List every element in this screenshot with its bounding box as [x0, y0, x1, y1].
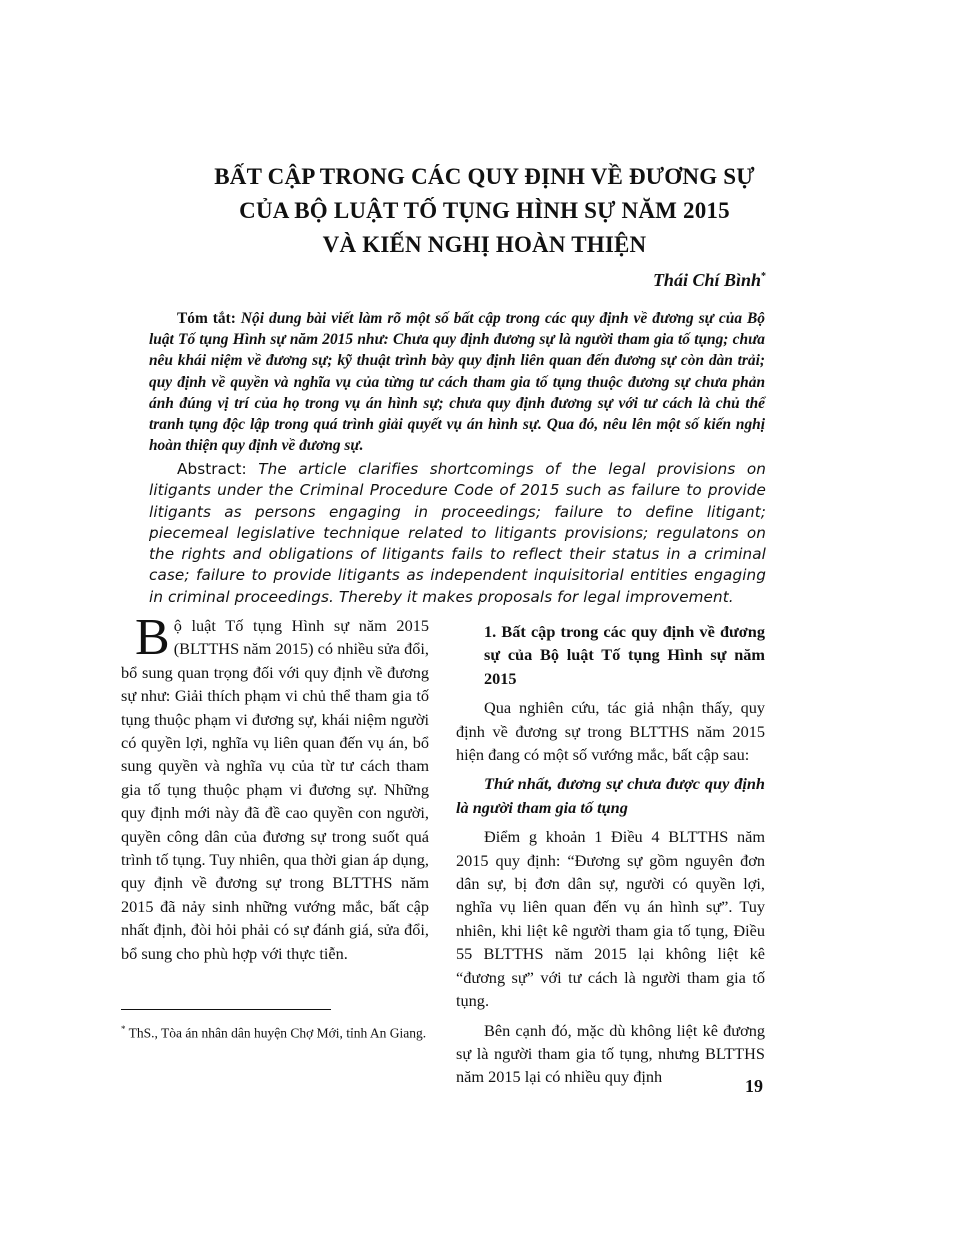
footnote [121, 1020, 429, 1043]
left-column [121, 609, 429, 965]
footnote-divider [121, 1009, 331, 1010]
article-title [120, 160, 849, 262]
subheading: Thứ nhất, đương sự chưa được quy định là người tham gia tố tụng [456, 774, 765, 817]
footnote-text: ThS., Tòa án nhân dân huyện Chợ Mới, tỉnh An Giang. [128, 1025, 427, 1041]
right-column [456, 620, 765, 1095]
page-number: 19 [745, 1076, 763, 1096]
abstract-vi-label: Tóm tắt: [177, 310, 236, 327]
intro-paragraph: ộ luật Tố tụng Hình sự năm 2015 (BLTTHS năm 2015) có nhiều sửa đổi, bổ sung quan trọng đối với quy định về đương sự như: Giải thích phạm vi chủ thể tham gia tố tụng thuộc phạm vi đương sự, khái niệm người có quyền lợi, nghĩa vụ liên quan đến vụ án, bổ sung quyền và nghĩa vụ của từ tư cách tham gia tố tụng thuộc phạm vi đương sự. Những quy định mới này đã đề cao quyền con người, quyền công dân của đương sự trong suốt quá trình tố tụng. Tuy nhiên, qua thời gian áp dụng, quy định về đương sự trong BLTTHS năm 2015 đã nảy sinh những vướng mắc, bất cập nhất định, đòi hỏi phải có sự đánh giá, sửa đổi, bổ sung cho phù hợp với thực tiễn. [121, 616, 429, 963]
author-footnote-mark: * [761, 271, 766, 282]
paragraph-3: Bên cạnh đó, mặc dù không liệt kê đương sự là người tham gia tố tụng, nhưng BLTTHS năm 2015 lại có nhiều quy định [456, 1020, 765, 1087]
title-line-2: CỦA BỘ LUẬT TỐ TỤNG HÌNH SỰ NĂM 2015 [239, 198, 730, 223]
drop-cap: B [135, 609, 170, 666]
footnote-mark: * [121, 1024, 126, 1034]
abstract-en-label: Abstract: [177, 460, 247, 478]
abstract-vietnamese [149, 308, 765, 456]
abstract-english [149, 459, 766, 608]
paragraph-1: Qua nghiên cứu, tác giả nhận thấy, quy định về đương sự trong BLTTHS năm 2015 hiện đang có một số vướng mắc, bất cập sau: [456, 698, 765, 765]
author-name: Thái Chí Bình [652, 270, 761, 290]
author-byline [653, 270, 766, 291]
abstract-en-text: The article clarifies shortcomings of the legal provisions on litigants under the Criminal Procedure Code of 2015 such as failure to provide litigants as persons engaging in proceedings; failure to define litigant; piecemeal legislative technique related to litigants provisions; regulatons on the rights and obligations of litigants fails to reflect their status in a criminal case; failure to provide litigants as independent inquisitorial entities engaging in criminal proceedings. Thereby it makes proposals for legal improvement. [149, 460, 766, 606]
abstract-vi-text: Nội dung bài viết làm rõ một số bất cập trong các quy định về đương sự của Bộ luật Tố tụng Hình sự năm 2015 như: Chưa quy định đương sự là người tham gia tố tụng; chưa nêu khái niệm về đương sự; kỹ thuật trình bày quy định liên quan đến đương sự còn dàn trải; quy định về quyền và nghĩa vụ của từng tư cách tham gia tố tụng thuộc đương sự chưa phản ánh đúng vị trí của họ trong vụ án hình sự; chưa quy định đương sự với tư cách là chủ thể tranh tụng độc lập trong quá trình giải quyết vụ án hình sự. Qua đó, nêu lên một số kiến nghị hoàn thiện quy định về đương sự. [149, 310, 765, 455]
paragraph-2: Điểm g khoản 1 Điều 4 BLTTHS năm 2015 quy định: “Đương sự gồm nguyên đơn dân sự, bị đơn dân sự, người có quyền lợi, nghĩa vụ liên quan đến vụ án hình sự”. Tuy nhiên, khi liệt kê người tham gia tố tụng, Điều 55 BLTTHS năm 2015 lại không liệt kê “đương sự” với tư cách là người tham gia tố tụng. [456, 827, 765, 1011]
title-line-3: VÀ KIẾN NGHỊ HOÀN THIỆN [322, 232, 647, 257]
title-line-1: BẤT CẬP TRONG CÁC QUY ĐỊNH VỀ ĐƯƠNG SỰ [214, 164, 755, 189]
section-heading: 1. Bất cập trong các quy định về đương sự của Bộ luật Tố tụng Hình sự năm 2015 [484, 622, 765, 688]
